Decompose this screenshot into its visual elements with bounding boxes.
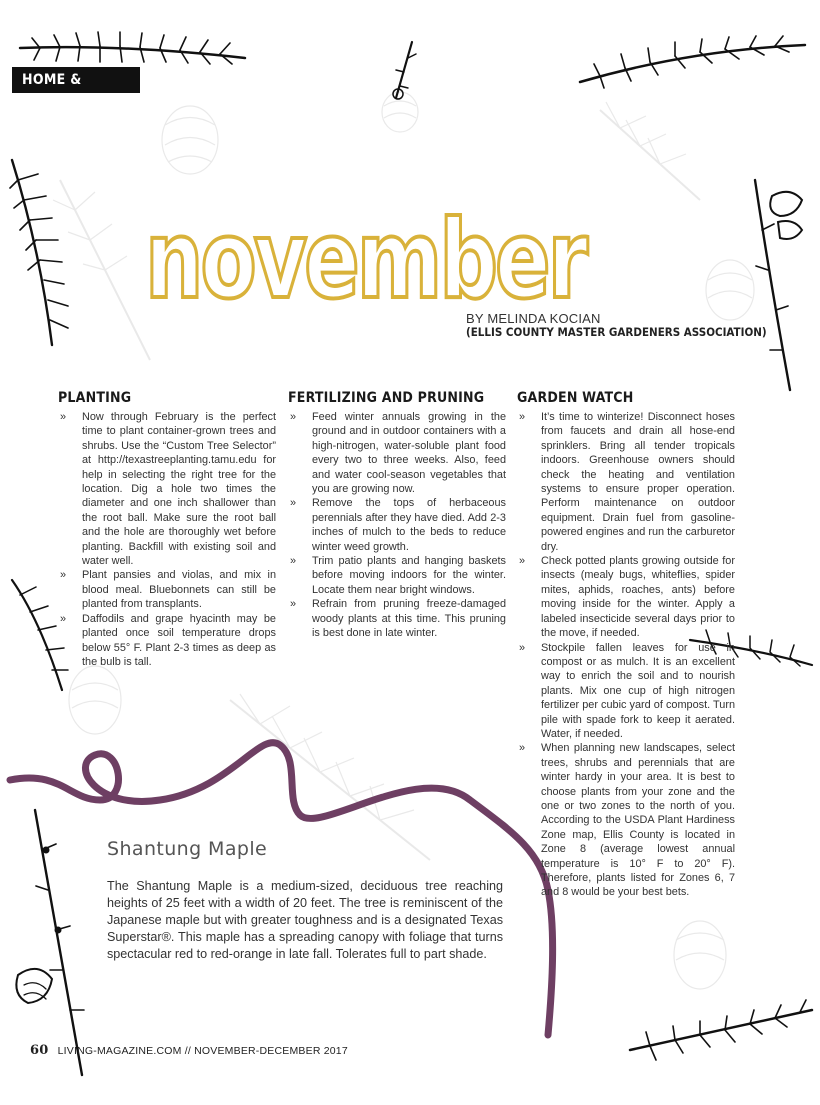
list-item: » Feed winter annuals growing in the ground and in outdoor containers with a high-nitrogen, water-soluble plant food every two to three weeks. Also, feed and water cool-season vegetables that you are growing now. bbox=[288, 410, 506, 496]
page-footer bbox=[30, 1043, 348, 1058]
column-heading: GARDEN WATCH bbox=[517, 390, 634, 406]
byline-author: BY MELINDA KOCIAN bbox=[466, 311, 601, 326]
list-item: » Trim patio plants and hanging baskets before moving indoors for the winter. Locate them near bright windows. bbox=[288, 554, 506, 597]
footer-site: LIVING-MAGAZINE.COM bbox=[57, 1045, 182, 1057]
column-fertilizing bbox=[288, 390, 506, 641]
list-item: » Check potted plants growing outside for insects (mealy bugs, whiteflies, spider mites, aphids, roaches, ants) before moving inside for the winter. Apply a labeled insecticide several days prior to the move, if needed. bbox=[517, 554, 735, 640]
footer-issue: NOVEMBER-DECEMBER 2017 bbox=[194, 1045, 348, 1057]
title-lettering bbox=[135, 205, 595, 320]
column-garden-watch bbox=[517, 390, 735, 900]
list-item: » Remove the tops of herbaceous perennials after they have died. Add 2-3 inches of mulch to the beds to reduce winter weed growth. bbox=[288, 496, 506, 554]
column-planting bbox=[58, 390, 276, 669]
list-item: » Now through February is the perfect time to plant container-grown trees and shrubs. Use the “Custom Tree Selector” at http://texastreeplanting.tamu.edu for help in selecting the right tree for the location. Dig a hole two times the diameter and one inch shallower than the root ball. Make sure the root ball and the hole are thoroughly wet before planting. Backfill with existing soil and water well. bbox=[58, 410, 276, 568]
page-number: 60 bbox=[30, 1043, 49, 1058]
list-item: » Stockpile fallen leaves for use in compost or as mulch. It is an excellent way to enrich the soil and to nourish plants. Mix one cup of high nitrogen fertilizer per cubic yard of compost. Turn pile with spade fork to keep it aerated. Water, if needed. bbox=[517, 641, 735, 742]
column-heading: PLANTING bbox=[58, 390, 132, 406]
footer-separator: // bbox=[184, 1045, 191, 1057]
list-item: » Refrain from pruning freeze-damaged woody plants at this time. This pruning is best done in late winter. bbox=[288, 597, 506, 640]
feature-title: Shantung Maple bbox=[107, 838, 268, 860]
byline-organization: (ELLIS COUNTY MASTER GARDENERS ASSOCIATION) bbox=[466, 325, 767, 339]
list-item: » It’s time to winterize! Disconnect hoses from faucets and drain all hose-end sprinklers. Bring all tender tropicals indoors. Greenhouse owners should check the heating and ventilation systems to ensure proper operation. Perform maintenance on outdoor equipment. Drain fuel from gasoline-powered engines and run the carburetor dry. bbox=[517, 410, 735, 554]
list-item: » When planning new landscapes, select trees, shrubs and perennials that are winter hardy in your area. It is best to choose plants from your zone and the one or two zones to the north of you. According to the USDA Plant Hardiness Zone map, Ellis County is located in Zone 8 (average lowest annual temperature is 10° F to 20° F). Therefore, plants listed for Zones 6, 7 and 8 would be your best bets. bbox=[517, 741, 735, 899]
list-item: » Plant pansies and violas, and mix in blood meal. Bluebonnets can still be planted from transplants. bbox=[58, 568, 276, 611]
column-heading: FERTILIZING AND PRUNING bbox=[288, 390, 485, 406]
feature-text: The Shantung Maple is a medium-sized, deciduous tree reaching heights of 25 feet with a width of 20 feet. The tree is reminiscent of the Japanese maple but with greater toughness and is a designated Texas Superstar®. This maple has a spreading canopy with foliage that turns spectacular red to red-orange in late fall. Tolerates full to part shade. bbox=[107, 879, 503, 961]
section-tag: HOME & GARDEN bbox=[12, 67, 140, 93]
list-item: » Daffodils and grape hyacinth may be planted once soil temperature drops below 55° F. Plant 2-3 times as deep as the bulb is tall. bbox=[58, 612, 276, 670]
title-word: november bbox=[145, 205, 588, 320]
